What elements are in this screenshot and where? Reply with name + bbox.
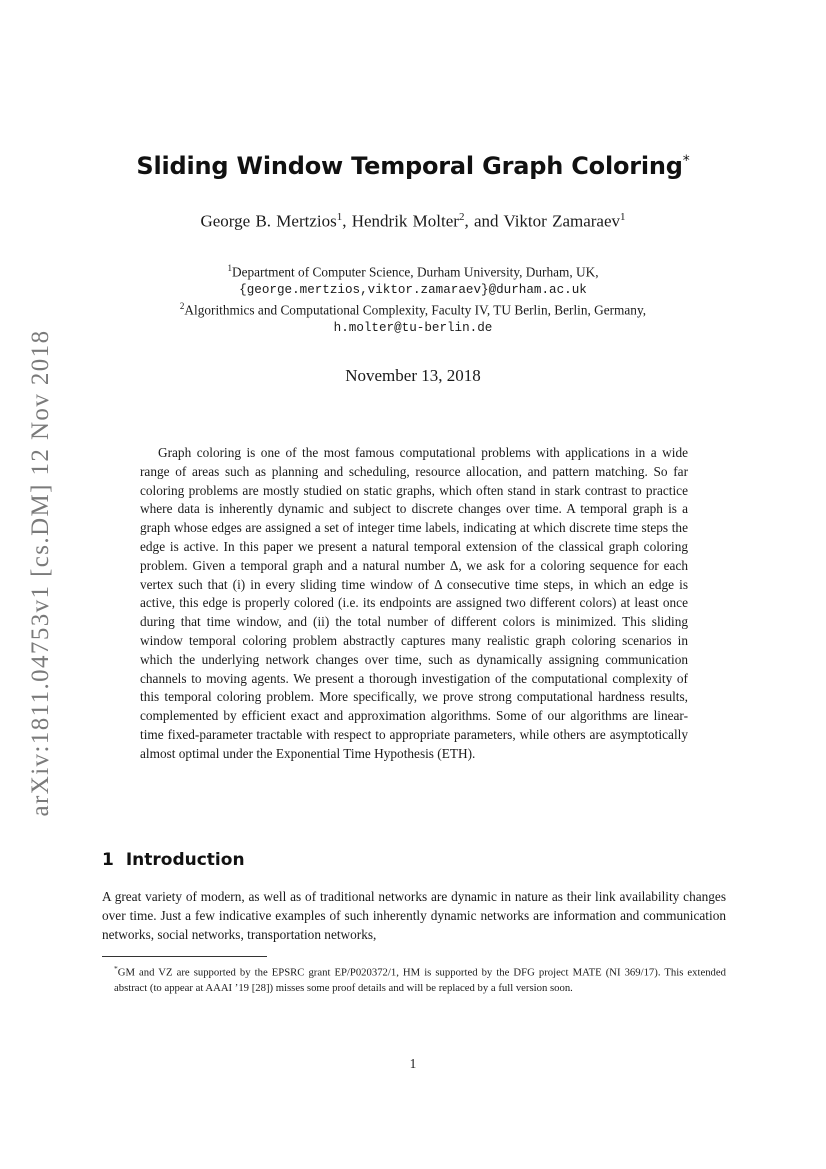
affiliation-2	[100, 297, 726, 338]
author-affiliation-marker: 1	[620, 211, 626, 223]
footnote	[102, 961, 726, 996]
affiliation-1	[100, 259, 726, 300]
publication-date: November 13, 2018	[345, 366, 481, 385]
author-affiliation-marker: 1	[336, 211, 343, 223]
author-name: George B. Mertzios	[200, 211, 337, 231]
affiliation-marker: 1	[227, 263, 232, 273]
affiliation-email: h.molter@tu-berlin.de	[333, 321, 493, 336]
intro-paragraph: A great variety of modern, as well as of traditional networks are dynamic in nature as their link availability changes over time. Just a few indicative examples of such inherently dynamic networks are information and communication networks, social networks, transportation networks,	[102, 889, 726, 942]
footnote-rule	[102, 956, 267, 957]
section-title: Introduction	[125, 850, 245, 870]
author-list	[100, 211, 726, 232]
page-number: 1	[409, 1056, 417, 1071]
author-name: Hendrik Molter	[351, 211, 459, 231]
author-separator: , and	[464, 211, 504, 231]
paper-title	[100, 152, 726, 180]
section-number: 1	[102, 850, 114, 870]
paper-title-text: Sliding Window Temporal Graph Coloring	[136, 152, 683, 180]
footnote-marker: *	[114, 964, 118, 973]
affiliation-marker: 2	[179, 301, 185, 311]
affiliation-email: {george.mertzios,viktor.zamaraev}@durham.ac.uk	[239, 283, 587, 298]
arxiv-side-stamp: arXiv:1811.04753v1 [cs.DM] 12 Nov 2018	[27, 329, 54, 817]
affiliation-text: Department of Computer Science, Durham University, Durham, UK,	[231, 264, 599, 280]
footnote-text: GM and VZ are supported by the EPSRC grant EP/P020372/1, HM is supported by the DFG project MATE (NI 369/17). This extended abstract (to appear at AAAI ’19 [28]) misses some proof details and will be replaced by a full version soon.	[114, 966, 726, 994]
author-affiliation-marker: 2	[458, 211, 465, 223]
author-separator: ,	[342, 211, 352, 231]
abstract: Graph coloring is one of the most famous computational problems with applications in a wide range of areas such as planning and scheduling, resource allocation, and pattern matching. So far coloring problems are mostly studied on static graphs, which often stand in stark contrast to practice where data is inherently dynamic and subject to discrete changes over time. A temporal graph is a graph whose edges are assigned a set of integer time labels, indicating at which discrete time steps the edge is active. In this paper we present a natural temporal extension of the classical graph coloring problem. Given a temporal graph and a natural number Δ, we ask for a coloring sequence for each vertex such that (i) in every sliding time window of Δ consecutive time steps, in which an edge is active, this edge is properly colored (i.e. its endpoints are assigned two different colors) at least once during that time window, and (ii) the total number of different colors is minimized. This sliding window temporal coloring problem abstractly captures many realistic graph coloring scenarios in which the underlying network changes over time, such as dynamically assigning communication channels to moving agents. We present a thorough investigation of the computational complexity of this temporal coloring problem. More specifically, we prove strong computational hardness results, complemented by efficient exact and approximation algorithms. Some of our algorithms are linear-time fixed-parameter tractable with respect to appropriate parameters, while others are asymptotically almost optimal under the Exponential Time Hypothesis (ETH).	[140, 445, 688, 761]
section-heading	[102, 850, 245, 870]
author-name: Viktor Zamaraev	[503, 211, 621, 231]
title-footnote-marker: *	[682, 153, 690, 169]
affiliation-text: Algorithmics and Computational Complexity, Faculty IV, TU Berlin, Berlin, Germany,	[184, 302, 647, 318]
